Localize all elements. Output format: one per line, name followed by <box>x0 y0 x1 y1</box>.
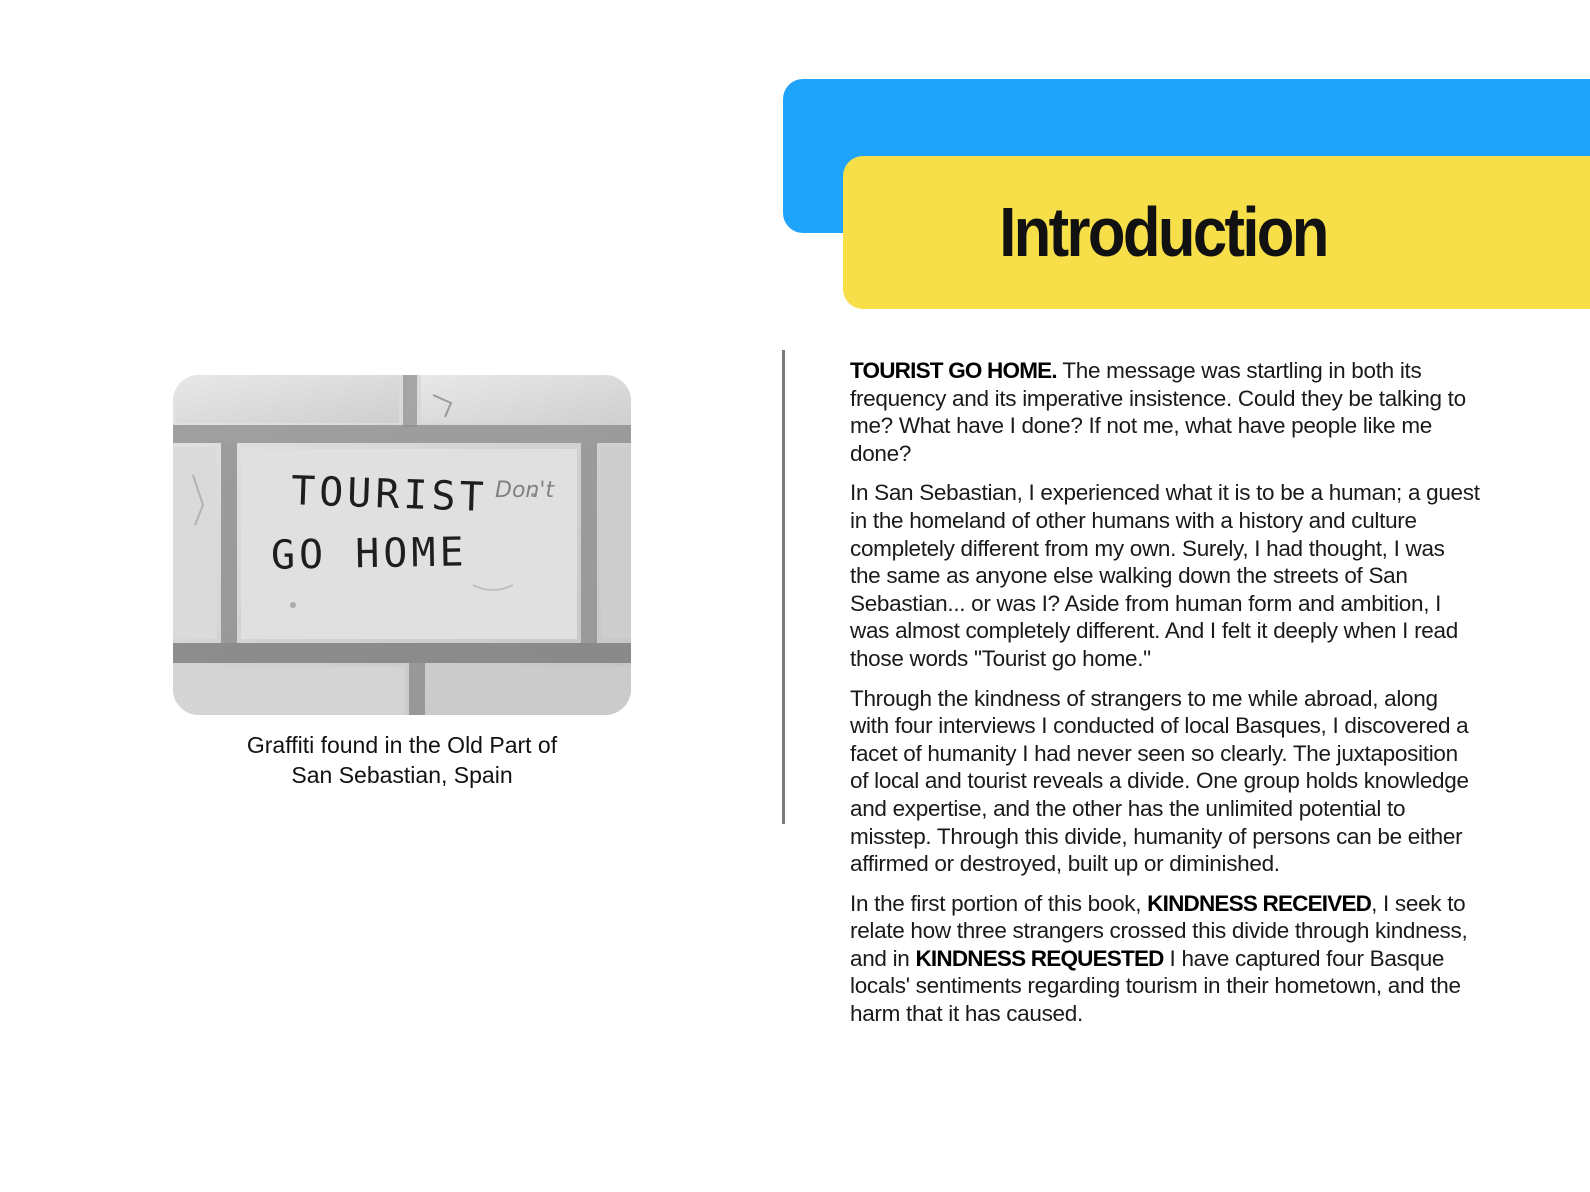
graffiti-text-tourist: TOURIST <box>290 468 489 521</box>
caption-line-2: San Sebastian, Spain <box>291 762 513 788</box>
caption-line-1: Graffiti found in the Old Part of <box>246 732 558 758</box>
graffiti-text-go-home: GO HOME <box>270 529 468 579</box>
paragraph-4-text-a: In the first portion of this book, <box>850 890 1148 916</box>
page-title: Introduction <box>999 193 1327 271</box>
lead-phrase: TOURIST GO HOME. <box>850 358 1057 383</box>
kindness-requested-label: KINDNESS REQUESTED <box>915 945 1164 971</box>
paragraph-4 <box>850 890 1480 1028</box>
kindness-received-label: KINDNESS RECEIVED <box>1147 890 1372 916</box>
paragraph-4-text-b: , I seek to relate how three strangers crossed this divide through kindness, and in <box>850 890 1468 971</box>
paragraph-3: Through the kindness of strangers to me while abroad, along with four interviews I conducted of local Basques, I discovered a facet of humanity I had never seen so clearly. The juxtaposition of local and tourist reveals a divide. One group holds knowledge and expertise, and the other has the unlimited potential to misstep. Through this divide, humanity of persons can be either affirmed or destroyed, built up or diminished. <box>850 685 1469 877</box>
paragraph-2: In San Sebastian, I experienced what it is to be a human; a guest in the homeland of other humans with a history and culture completely different from my own. Surely, I had thought, I was the same as anyone else walking down the streets of San Sebastian... or was I? Aside from human form and ambition, I was almost completely different. And I felt it deeply when I read those words "Tourist go home." <box>850 480 1480 671</box>
vertical-divider <box>782 350 785 824</box>
body-text <box>850 357 1480 1040</box>
photo-caption <box>173 730 631 790</box>
paragraph-1-text: The message was startling in both its frequency and its imperative insistence. Could they be talking to me? What have I done? If not me, what have people like me done? <box>850 358 1466 466</box>
graffiti-photo <box>173 375 631 715</box>
graffiti-text-small: Don't <box>495 478 555 503</box>
paragraph-4-text-c: I have captured four Basque locals' sentiments regarding tourism in their hometown, and the harm that it has caused. <box>850 945 1461 1027</box>
paragraph-1 <box>850 357 1480 467</box>
